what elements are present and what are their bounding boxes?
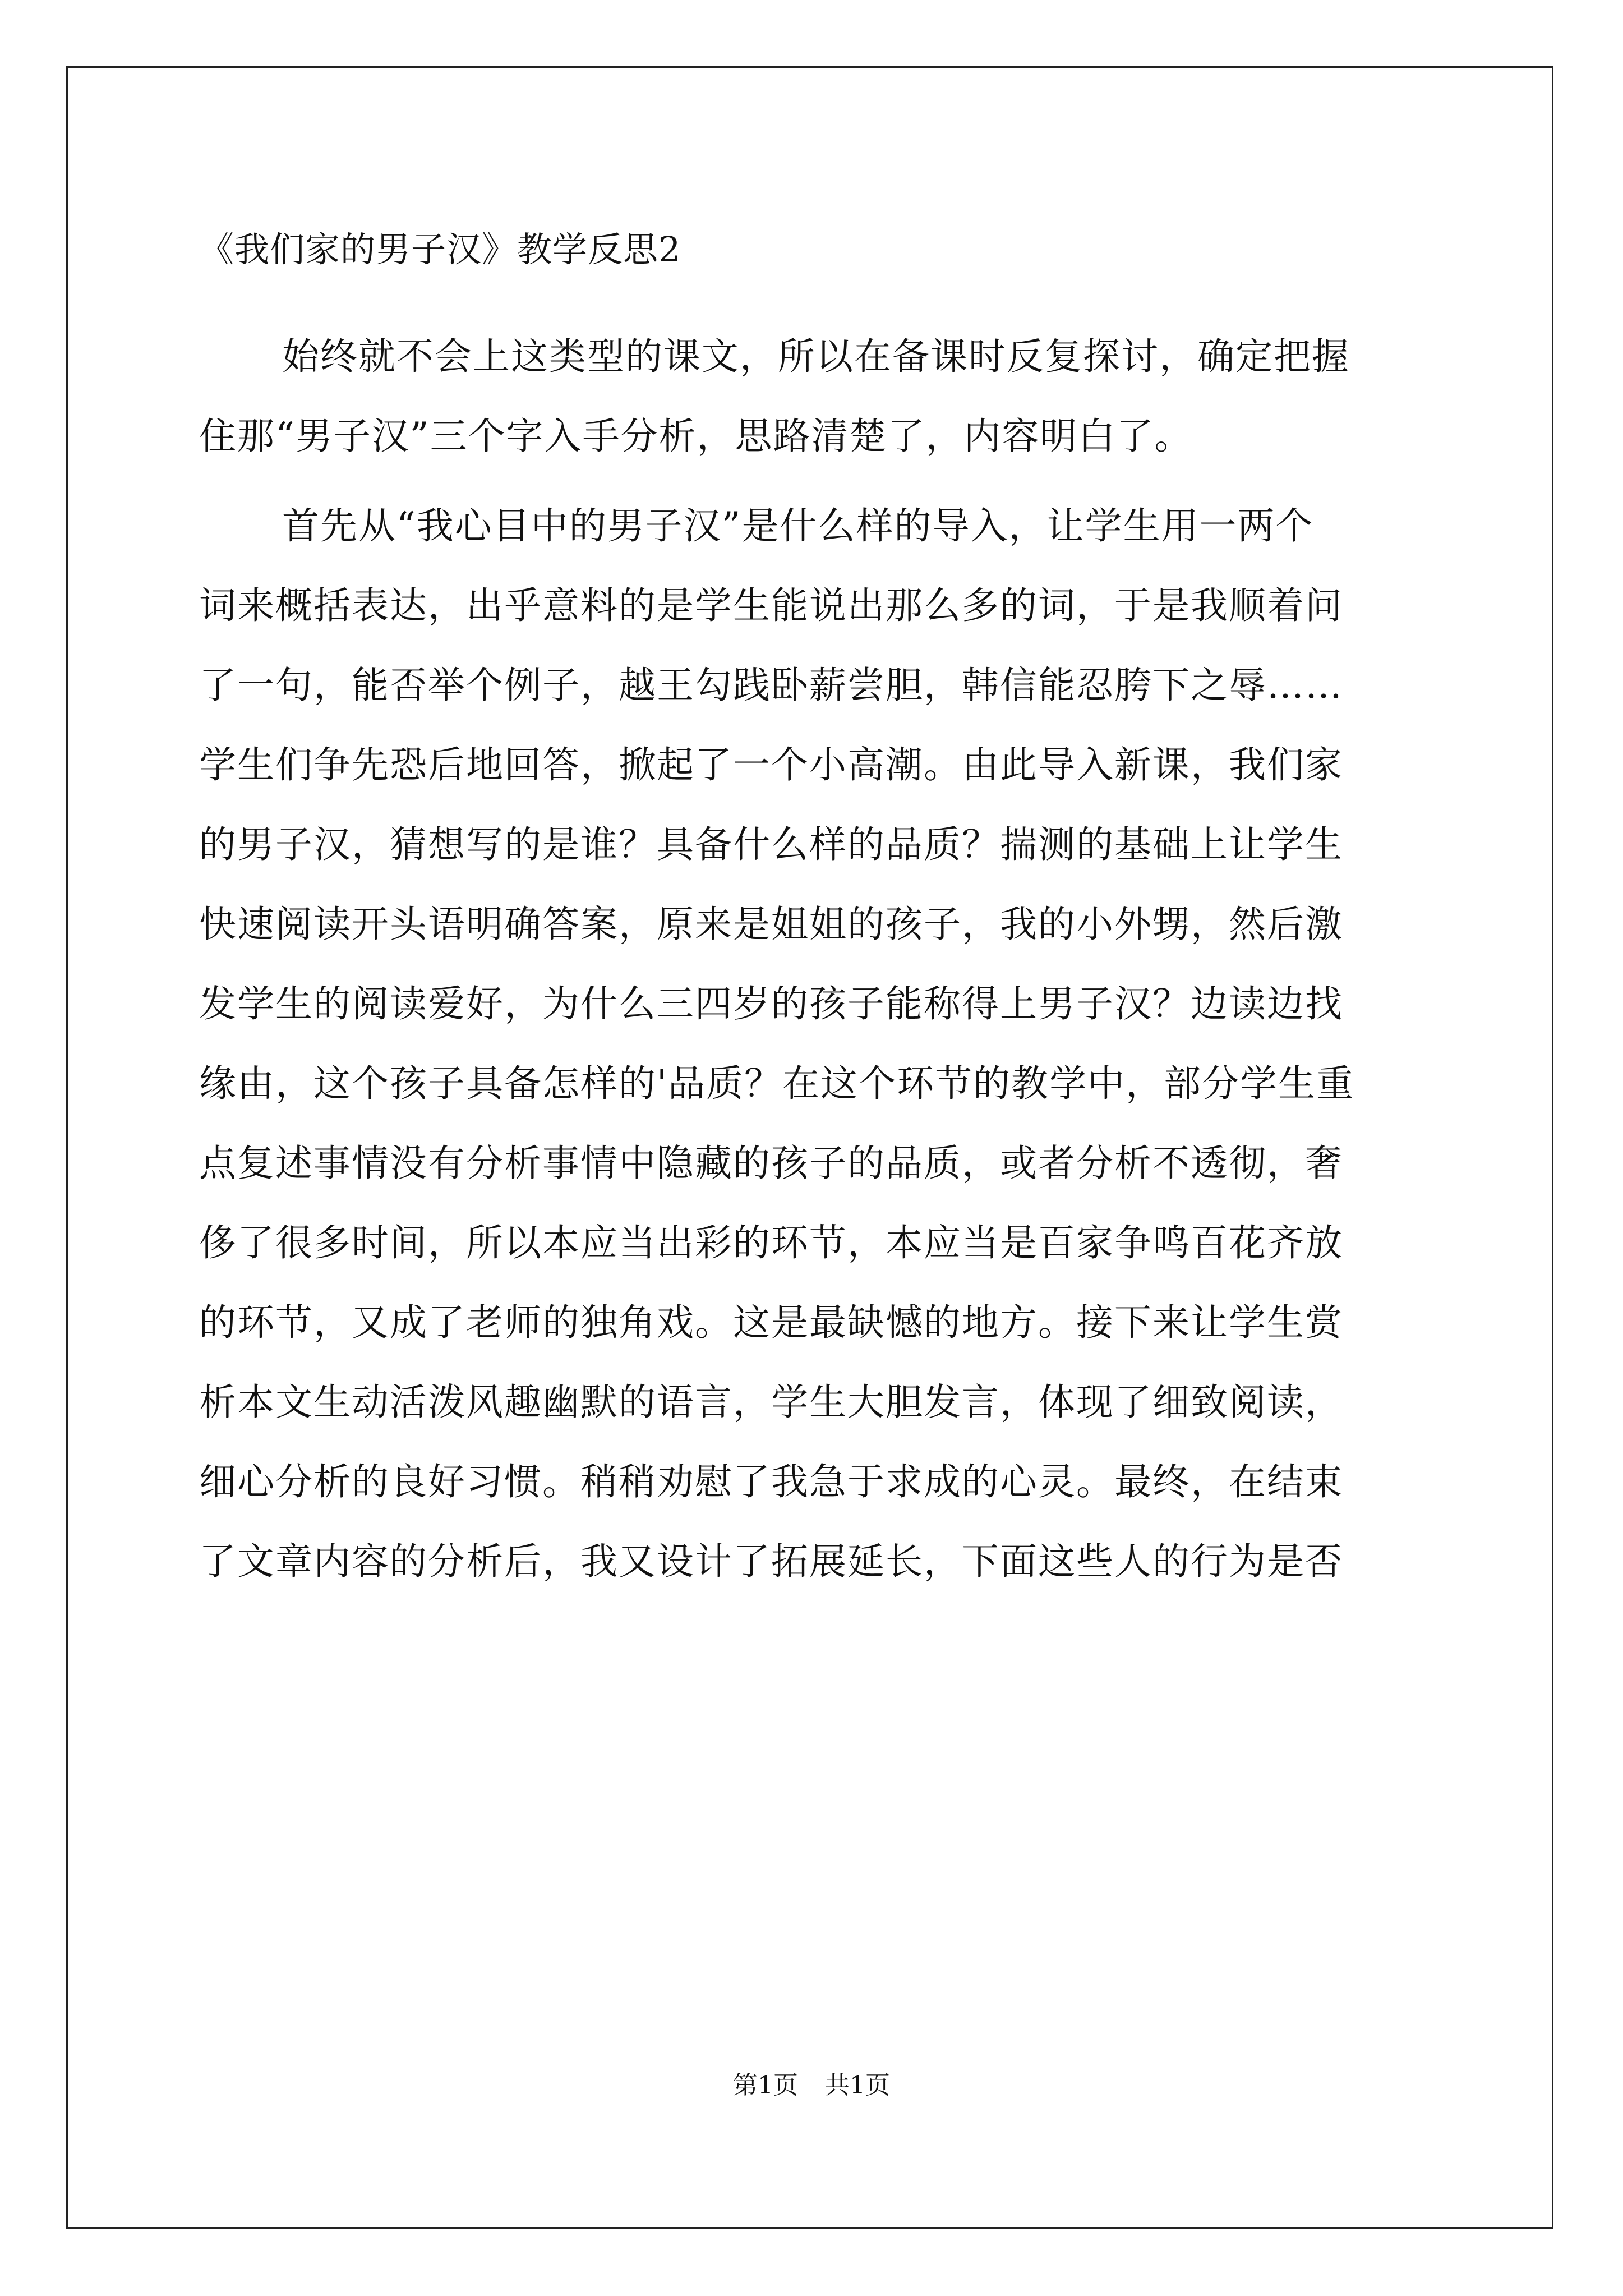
page-number: 第1页: [733, 2071, 798, 2100]
text-line: 析本文生动活泼风趣幽默的语言，学生大胆发言，体现了细致阅读，: [199, 1381, 1343, 1424]
text-line: 了一句，能否举个例子，越王勾践卧薪尝胆，韩信能忍胯下之辱……: [199, 664, 1343, 707]
text-line: 住那“男子汉”三个字入手分析，思路清楚了，内容明白了。: [199, 415, 1193, 458]
text-line: 发学生的阅读爱好，为什么三四岁的孩子能称得上男子汉？边读边找: [199, 982, 1343, 1025]
text-line: 的男子汉，猜想写的是谁？具备什么样的品质？揣测的基础上让学生: [199, 823, 1343, 866]
paragraph: [199, 486, 1430, 1602]
text-line: 始终就不会上这类型的课文，所以在备课时反复探讨，确定把握: [282, 335, 1350, 378]
text-line: 学生们争先恐后地回答，掀起了一个小高潮。由此导入新课，我们家: [199, 743, 1343, 786]
page-total: 共1页: [825, 2071, 890, 2100]
text-line: 侈了很多时间，所以本应当出彩的环节，本应当是百家争鸣百花齐放: [199, 1221, 1343, 1264]
text-line: 的环节，又成了老师的独角戏。这是最缺憾的地方。接下来让学生赏: [199, 1301, 1343, 1344]
text-line: 首先从“我心目中的男子汉”是什么样的导入，让学生用一两个: [282, 504, 1314, 547]
text-line: 点复述事情没有分析事情中隐藏的孩子的品质，或者分析不透彻，奢: [199, 1142, 1343, 1185]
text-line: 词来概括表达，出乎意料的是学生能说出那么多的词，于是我顺着问: [199, 584, 1343, 627]
paragraph: [199, 317, 1430, 476]
text-line: 细心分析的良好习惯。稍稍劝慰了我急于求成的心灵。最终，在结束: [199, 1460, 1343, 1503]
text-line: 快速阅读开头语明确答案，原来是姐姐的孩子，我的小外甥，然后激: [199, 903, 1343, 946]
text-line: 了文章内容的分析后，我又设计了拓展延长，下面这些人的行为是否: [199, 1540, 1343, 1583]
page-footer: [0, 2069, 1623, 2102]
text-line: 缘由，这个孩子具备怎样的'品质？在这个环节的教学中，部分学生重: [199, 1062, 1355, 1105]
document-body: [199, 317, 1430, 1602]
document-title: 《我们家的男子汉》教学反思2: [199, 229, 681, 270]
